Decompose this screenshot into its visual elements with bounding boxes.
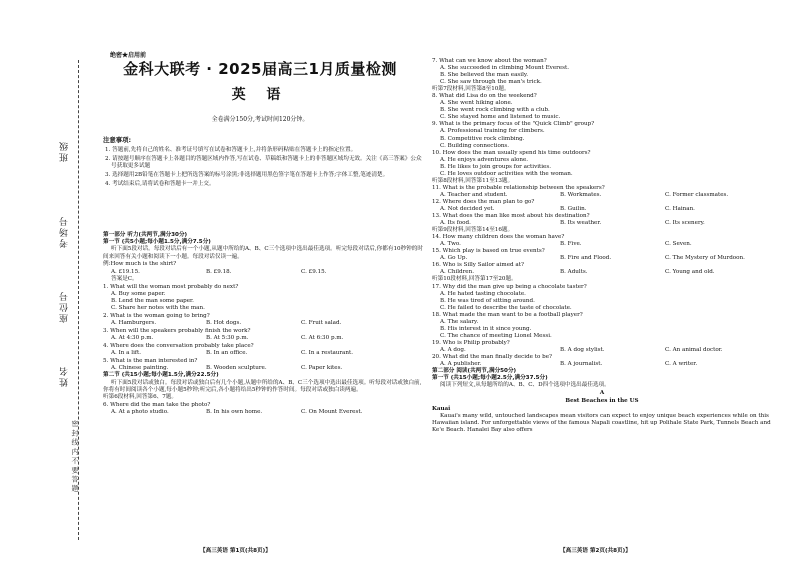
option: B. She went rock climbing with a club. [440, 107, 550, 114]
option: C. Share her notes with the man. [111, 305, 205, 312]
question-2-options [103, 320, 425, 327]
material-note: 听第10段材料,回答第17至20题。 [432, 276, 517, 283]
option: B. Lend the man some paper. [111, 298, 194, 305]
notes-block [103, 137, 423, 189]
margin-label-class: 班级 [60, 140, 70, 162]
option: C. The Mystery of Murdoon. [665, 255, 745, 262]
option: A. He hated tasting chocolate. [440, 290, 526, 297]
option: A. At a photo studio. [111, 409, 169, 416]
section1-heading: 第一节 (共5小题;每小题1.5分,满分7.5分) [103, 239, 211, 246]
exam-info: 全卷满分150分,考试时间120分钟。 [211, 116, 309, 123]
option: A. Chinese painting. [111, 365, 169, 372]
note-item: 2. 请按题号顺序在答题卡上各题目的答题区域内作答,写在试卷、草稿纸和答题卡上的非答题区域均无效。关注《高三答案》公众号获取更多试题 [105, 155, 422, 170]
options-row [432, 361, 772, 368]
margin-label-seat: 座位号 [60, 290, 70, 323]
question-4-options [103, 350, 425, 357]
example-question: 例:How much is the shirt? [103, 261, 177, 268]
example-options [103, 269, 425, 276]
option: A. She succeeded in climbing Mount Everest. [440, 65, 570, 72]
options-row [432, 347, 772, 354]
option: B. In his own home. [206, 409, 263, 416]
question-6: 6. Where did the man take the photo? [103, 401, 211, 408]
option: B. He was tired of sitting around. [440, 297, 535, 304]
question-2: 2. What is the woman going to bring? [103, 313, 210, 320]
option: B. A journalist. [560, 361, 603, 368]
margin-label-room: 考场号 [60, 215, 70, 248]
material-note: 听第8段材料,回答第11至13题。 [432, 177, 514, 184]
section2-heading: 第二节 (共15小题;每小题1.5分,满分22.5分) [103, 372, 219, 379]
question: 15. Which play is based on true events? [432, 248, 545, 255]
option: B. Workmates. [560, 191, 602, 198]
passage-title: Best Beaches in the US [565, 398, 639, 405]
question: 11. What is the probable relationship between the speakers? [432, 184, 605, 191]
option: B. Hot dogs. [206, 320, 242, 327]
section-heading: 第一节 (共15小题;每小题2.5分,满分37.5分) [432, 375, 548, 382]
option: A. Go Up. [440, 255, 468, 262]
note-item: 1. 答题前,先将自己的姓名、准考证号填写在试卷和答题卡上,并将条形码粘贴在答题卡上的指定位置。 [105, 147, 357, 154]
option: A. In a lift. [111, 350, 141, 357]
question: 14. How many children does the woman have? [432, 234, 565, 241]
material-note: 听第9段材料,回答第14至16题。 [432, 227, 514, 234]
option: C. £9.15. [301, 268, 327, 275]
option: B. £9.18. [206, 268, 232, 275]
question: 10. How does the man usually spend his time outdoors? [432, 149, 591, 156]
option: B. In an office. [206, 350, 248, 357]
option: A. Buy some paper. [111, 290, 166, 297]
option: C. At 6:30 p.m. [301, 335, 344, 342]
option: B. At 5:30 p.m. [206, 335, 249, 342]
material-note: 听第7段材料,回答第8至10题。 [432, 86, 510, 93]
option: C. Paper kites. [301, 365, 343, 372]
question: 19. Who is Philip probably? [432, 339, 510, 346]
option: A. £19.15. [111, 268, 140, 275]
question: 9. What is the primary focus of the "Quick Climb" group? [432, 121, 595, 128]
question: 20. What did the man finally decide to be? [432, 353, 553, 360]
passage-subheading: Kauai [432, 406, 451, 413]
option: A. Not decided yet. [440, 205, 495, 212]
option: B. She believed the man easily. [440, 72, 529, 79]
option: A. At 4:30 p.m. [111, 335, 154, 342]
option: A. Two. [440, 241, 461, 248]
part1-heading: 第一部分 听力(共两节,满分30分) [103, 232, 188, 238]
question: 18. What made the man want to be a football player? [432, 311, 583, 318]
question: 16. Who is Silly Sailor aimed at? [432, 262, 524, 269]
option: B. Its weather. [560, 220, 602, 227]
material-note: 听第6段材料,回答第6、7题。 [103, 394, 177, 401]
option: A. Children. [440, 269, 475, 276]
option: A. A publisher. [440, 361, 482, 368]
question: 13. What does the man like most about his destination? [432, 213, 590, 220]
note-item: 3. 选择题用2B铅笔在答题卡上把所选答案的标号涂黑;非选择题用黑色签字笔在答题卡上作答;字体工整,笔迹清楚。 [105, 171, 389, 178]
option: C. Seven. [665, 241, 692, 248]
option: A. A dog. [440, 346, 466, 353]
listening-part [103, 232, 425, 416]
option: A. He enjoys adventures alone. [440, 156, 529, 163]
paragraph: Kauai's many wild, untouched landscapes mean visitors can expect to enjoy unique beach experiences while on this Hawaiian island. For unforgettable views of the famous Napali coastline, hit up Polihale State Park, Tunnels Beach and Ke'e Beach. Hanalei Bay also offers [432, 413, 771, 434]
section2-instructions: 听下面5段对话或独白。每段对话或独白后有几个小题,从题中所给的A、B、C三个选项中选出最佳选项。听每段对话或独白前,你将有时间阅读各个小题,每小题5秒钟;听完后,各小题将给出5秒钟的作答时间。每段对话或独白读两遍。 [103, 379, 422, 393]
option: B. Fire and Flood. [560, 255, 612, 262]
options-row [432, 192, 772, 199]
option: C. Its scenery. [665, 220, 705, 227]
binding-margin [0, 0, 95, 562]
note-item: 4. 考试结束后,请将试卷和答题卡一并上交。 [105, 180, 215, 187]
option: B. He likes to join groups for activities. [440, 163, 552, 170]
option: C. He loves outdoor activities with the woman. [440, 170, 573, 177]
option: B. His interest in it since young. [440, 325, 532, 332]
option: C. He failed to describe the taste of chocolate. [440, 304, 572, 311]
passage-title: A [599, 390, 605, 397]
question: 17. Why did the man give up being a chocolate taster? [432, 283, 587, 290]
option: A. Hamburgers. [111, 320, 157, 327]
question: 7. What can we know about the woman? [432, 58, 547, 64]
page-2 [432, 58, 772, 548]
question: 12. Where does the man plan to go? [432, 198, 535, 205]
section1-instructions: 听下面5段对话。每段对话后有一个小题,从题中所给的A、B、C三个选项中选出最佳选项。听完每段对话后,你都有10秒钟的时间来回答有关小题和阅读下一小题。每段对话仅读一遍。 [103, 246, 423, 260]
options-row [432, 241, 772, 248]
question: 8. What did Lisa do on the weekend? [432, 93, 537, 100]
options-row [432, 206, 772, 213]
option: C. In a restaurant. [301, 350, 354, 357]
option: B. Five. [560, 241, 582, 248]
option: C. She saw through the man's trick. [440, 79, 542, 86]
option: A. The salary. [440, 318, 479, 325]
question-6-options [103, 409, 425, 416]
question-5: 5. What is the man interested in? [103, 358, 198, 365]
paragraph: 阅读下列短文,从每题所给的A、B、C、D四个选项中选出最佳选项。 [440, 382, 610, 389]
option: B. A dog stylist. [560, 346, 605, 353]
option: C. Former classmates. [665, 191, 729, 198]
options-row [432, 255, 772, 262]
option: C. She stayed home and listened to music. [440, 114, 561, 121]
option: C. The chance of meeting Lionel Messi. [440, 332, 552, 339]
question-4: 4. Where does the conversation probably take place? [103, 343, 254, 350]
section-heading: 第二部分 阅读(共两节,满分50分) [432, 368, 517, 375]
exam-title: 金科大联考 · 2025届高三1月质量检测 [123, 60, 397, 78]
page-footer-2: 【高三英语 第2页(共8页)】 [560, 548, 631, 554]
question-3: 3. When will the speakers probably finish the work? [103, 328, 251, 335]
option: C. On Mount Everest. [301, 409, 363, 416]
subject-title: 英 语 [231, 87, 289, 103]
margin-label-name: 姓名 [60, 365, 70, 387]
option: A. Its food. [440, 220, 471, 227]
example-answer: 答案是C。 [111, 275, 138, 282]
option: C. An animal doctor. [665, 346, 723, 353]
seal-line-text: 密 封 线 内 不 要 答 题 [71, 420, 79, 492]
option: B. Competitive rock climbing. [440, 135, 525, 142]
option: B. Adults. [560, 269, 588, 276]
option: B. Guilin. [560, 205, 587, 212]
question-1: 1. What will the woman most probably do next? [103, 283, 239, 290]
page-footer-1: 【高三英语 第1页(共8页)】 [200, 548, 271, 554]
option: C. Hainan. [665, 205, 695, 212]
option: A. She went hiking alone. [440, 100, 513, 107]
option: C. Fruit salad. [301, 320, 342, 327]
option: A. Teacher and student. [440, 191, 508, 198]
secret-mark: 绝密★启用前 [110, 52, 147, 59]
option: C. Building connections. [440, 142, 510, 149]
page-1 [95, 52, 425, 542]
option: C. Young and old. [665, 269, 715, 276]
notes-heading: 注意事项: [103, 136, 132, 144]
question-3-options [103, 335, 425, 342]
option: C. A writer. [665, 361, 698, 368]
option: A. Professional training for climbers. [440, 128, 545, 135]
option: B. Wooden sculpture. [206, 365, 267, 372]
